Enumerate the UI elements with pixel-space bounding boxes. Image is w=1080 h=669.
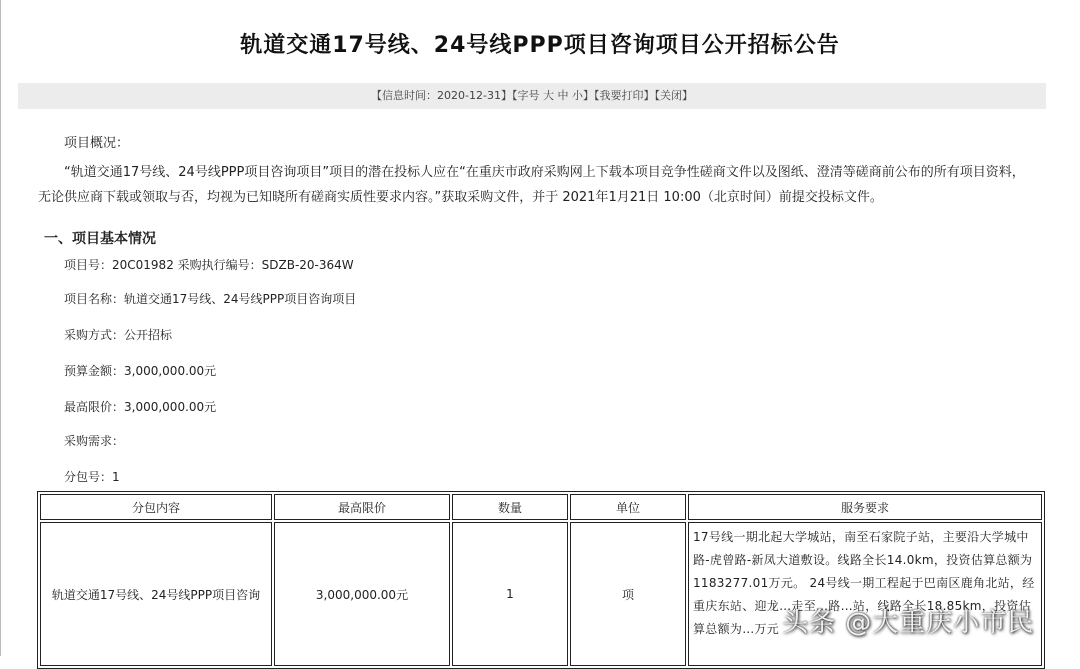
font-size-suffix: 】 [582, 89, 594, 102]
header-content: 分包内容 [40, 494, 272, 520]
header-quantity: 数量 [452, 494, 568, 520]
budget-amount: 预算金额：3,000,000.00元 [64, 364, 217, 378]
close-link[interactable]: 【关闭】 [654, 89, 693, 102]
cell-content: 轨道交通17号线、24号线PPP项目咨询 [40, 522, 272, 666]
font-medium-link[interactable]: 中 [557, 89, 569, 102]
font-small-link[interactable]: 小 [571, 89, 583, 102]
max-price: 最高限价：3,000,000.00元 [64, 400, 217, 414]
overview-heading: 项目概况： [64, 136, 130, 151]
cell-max-price: 3,000,000.00元 [274, 522, 450, 666]
project-number: 项目号：20C01982 采购执行编号：SDZB-20-364W [64, 258, 354, 272]
project-name: 项目名称：轨道交通17号线、24号线PPP项目咨询项目 [64, 292, 357, 306]
header-unit: 单位 [570, 494, 686, 520]
table-row [40, 522, 1042, 666]
font-size-prefix: 【字号 [511, 89, 540, 102]
print-link[interactable]: 【我要打印】 [593, 89, 655, 102]
info-bar [18, 83, 1046, 109]
overview-paragraph: “轨道交通17号线、24号线PPP项目咨询项目”项目的潜在投标人应在“在重庆市政府采购网上下载本项目竞争性磋商文件以及图纸、澄清等磋商前公布的所有项目资料，无论供应商下载或领取与否，均视为已知晓所有磋商实质性要求内容。”获取采购文件，并于 2021年1月21日 10:00（北京时间）前提交投标文件。 [38, 165, 1025, 205]
info-time: 【信息时间：2020-12-31】 [371, 89, 512, 102]
watermark: 头条 @大重庆小市民 [782, 608, 1035, 638]
cell-requirement: 17号线一期北起大学城站，南至石家院子站，主要沿大学城中路-虎曾路-新凤大道敷设。线路全长14.0km，投资估算总额为1183277.01万元。 24号线一期工程起于巴南区鹿角北站，经重庆东站、迎龙…走至…路…站，线路全长18.85km，投资估算总额为…万元 [688, 522, 1042, 666]
package-number: 分包号：1 [64, 470, 120, 484]
header-max-price: 最高限价 [274, 494, 450, 520]
page-edge [0, 0, 1, 656]
header-requirement: 服务要求 [688, 494, 1042, 520]
procurement-demand: 采购需求： [64, 434, 125, 448]
table-header-row [40, 494, 1042, 520]
cell-quantity: 1 [452, 522, 568, 666]
font-large-link[interactable]: 大 [542, 89, 554, 102]
page-title: 轨道交通17号线、24号线PPP项目咨询项目公开招标公告 [240, 33, 840, 58]
section1-heading: 一、项目基本情况 [44, 231, 156, 247]
procurement-method: 采购方式：公开招标 [64, 328, 173, 342]
package-table [37, 491, 1045, 669]
cell-unit: 项 [570, 522, 686, 666]
